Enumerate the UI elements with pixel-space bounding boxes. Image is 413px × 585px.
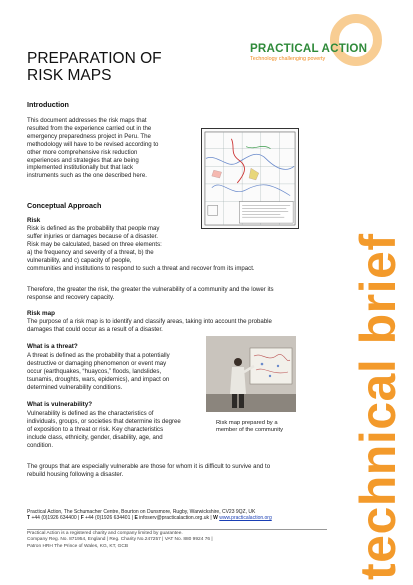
text-line: experiences and strategies that are being (27, 156, 139, 164)
text-line: a) the frequency and severity of a threat, b) the (27, 248, 154, 256)
logo-tagline: Technology challenging poverty (250, 56, 326, 62)
text-line: Vulnerability is defined as the characteristics of (27, 410, 154, 417)
text-line: Risk may be calculated, based on three elements: (27, 240, 162, 248)
text-line: The groups that are especially vulnerable are those for whom it is difficult to survive and to (27, 463, 271, 470)
text-line: This document addresses the risk maps that (27, 117, 147, 124)
text-line: emergency preparedness project in Peru. The (27, 132, 151, 140)
text-line: Risk is defined as the probability that people may (27, 225, 160, 232)
text-line: condition. (27, 441, 54, 449)
text-line: response and recovery capacity. (27, 293, 115, 301)
intro-paragraph (27, 117, 202, 180)
text-line: implemented institutionally but that lack (27, 164, 134, 172)
text-line: other more comprehensive risk reduction (27, 148, 138, 156)
title-line-2: RISK MAPS (27, 67, 112, 84)
threat-paragraph (27, 352, 202, 392)
risk-map-image (201, 128, 299, 229)
fax-value: +44 (0)1926 634401 (85, 515, 131, 522)
side-brand-text: technical brief (350, 233, 406, 580)
tel-value: +44 (0)1926 634400 (31, 515, 77, 522)
text-line: destructive or damaging phenomenon or event may (27, 359, 167, 367)
email-label: E (134, 515, 138, 522)
email-link[interactable]: infoserv@practicalaction.org.uk (139, 515, 210, 522)
risk-map-paragraph (27, 318, 327, 334)
legal-line: Practical Action is a registered charity and company limited by guarantee. (27, 531, 183, 536)
text-line: vulnerability, and c) capacity of people, (27, 256, 132, 264)
footer-contact (27, 509, 327, 522)
risk-paragraph (27, 225, 327, 272)
vulnerability-paragraph (27, 410, 207, 450)
text-line: damages that could occur as a result of a disaster. (27, 325, 163, 333)
caption-line: member of the community (216, 427, 284, 433)
text-line: resulted from the experience carried out in the (27, 124, 152, 132)
text-line: Therefore, the greater the risk, the greater the vulnerability of a community and the lower its (27, 286, 274, 293)
text-line: suffer injuries or damages because of a disaster. (27, 232, 158, 240)
text-line: communities and institutions to respond to such a threat and recover from its impact. (27, 264, 255, 272)
web-label: W (213, 515, 218, 522)
risk-map-heading: Risk map (27, 310, 55, 317)
text-line: individuals, groups, or societies that determine its degree (27, 417, 181, 425)
title-line-1: PREPARATION OF (27, 50, 162, 67)
community-risk-map-photo (206, 336, 296, 412)
closing-paragraph (27, 463, 327, 479)
text-line: rebuild housing following a disaster. (27, 470, 124, 478)
footer-legal (27, 531, 327, 550)
text-line: The purpose of a risk map is to identify and classify areas, taking into account the probable (27, 318, 272, 325)
text-line: determined vulnerability conditions. (27, 383, 123, 391)
photo-caption (216, 420, 306, 434)
conceptual-heading: Conceptual Approach (27, 201, 102, 210)
greater-risk-paragraph (27, 286, 327, 302)
page-title (27, 50, 227, 84)
photo-drawing (206, 336, 296, 412)
vulnerability-heading: What is vulnerability? (27, 401, 93, 408)
text-line: instruments such as the one described here. (27, 172, 147, 180)
caption-line: Risk map prepared by a (216, 420, 278, 426)
legal-line: Patron HRH The Prince of Wales, KG, KT, GCB (27, 543, 129, 549)
logo-name: PRACTICAL ACTION (250, 42, 368, 55)
website-link[interactable]: www.practicalaction.org (219, 515, 272, 522)
footer-contact-line: T +44 (0)1926 634400 | F +44 (0)1926 634401 | E infoserv@practicalaction.org.uk | W www.practicalaction.org (27, 515, 272, 522)
fax-label: F (80, 515, 84, 522)
text-line: occur (earthquakes, “huaycos,” floods, landslides, (27, 367, 162, 375)
text-line: A threat is defined as the probability that a potentially (27, 352, 170, 359)
footer-address: Practical Action, The Schumacher Centre, Bourton on Dunsmore, Rugby, Warwickshire, CV23 9QZ, UK (27, 509, 256, 515)
text-line: methodology will have to be revised according to (27, 140, 159, 148)
legal-line: Company Reg. No. 871954, England | Reg. Charity No.247257 | VAT No. 880 9924 76 | (27, 537, 213, 543)
tel-label: T (27, 515, 31, 522)
threat-heading: What is a threat? (27, 343, 78, 350)
map-drawing (202, 129, 298, 228)
intro-heading: Introduction (27, 100, 69, 109)
text-line: of exposition to a threat or risk. Key characteristics (27, 425, 164, 433)
text-line: tsunamis, droughts, wars, epidemics), and impact on (27, 375, 170, 383)
risk-heading: Risk (27, 217, 41, 224)
footer-divider (27, 529, 327, 530)
text-line: include class, ethnicity, gender, disability, age, and (27, 433, 163, 441)
